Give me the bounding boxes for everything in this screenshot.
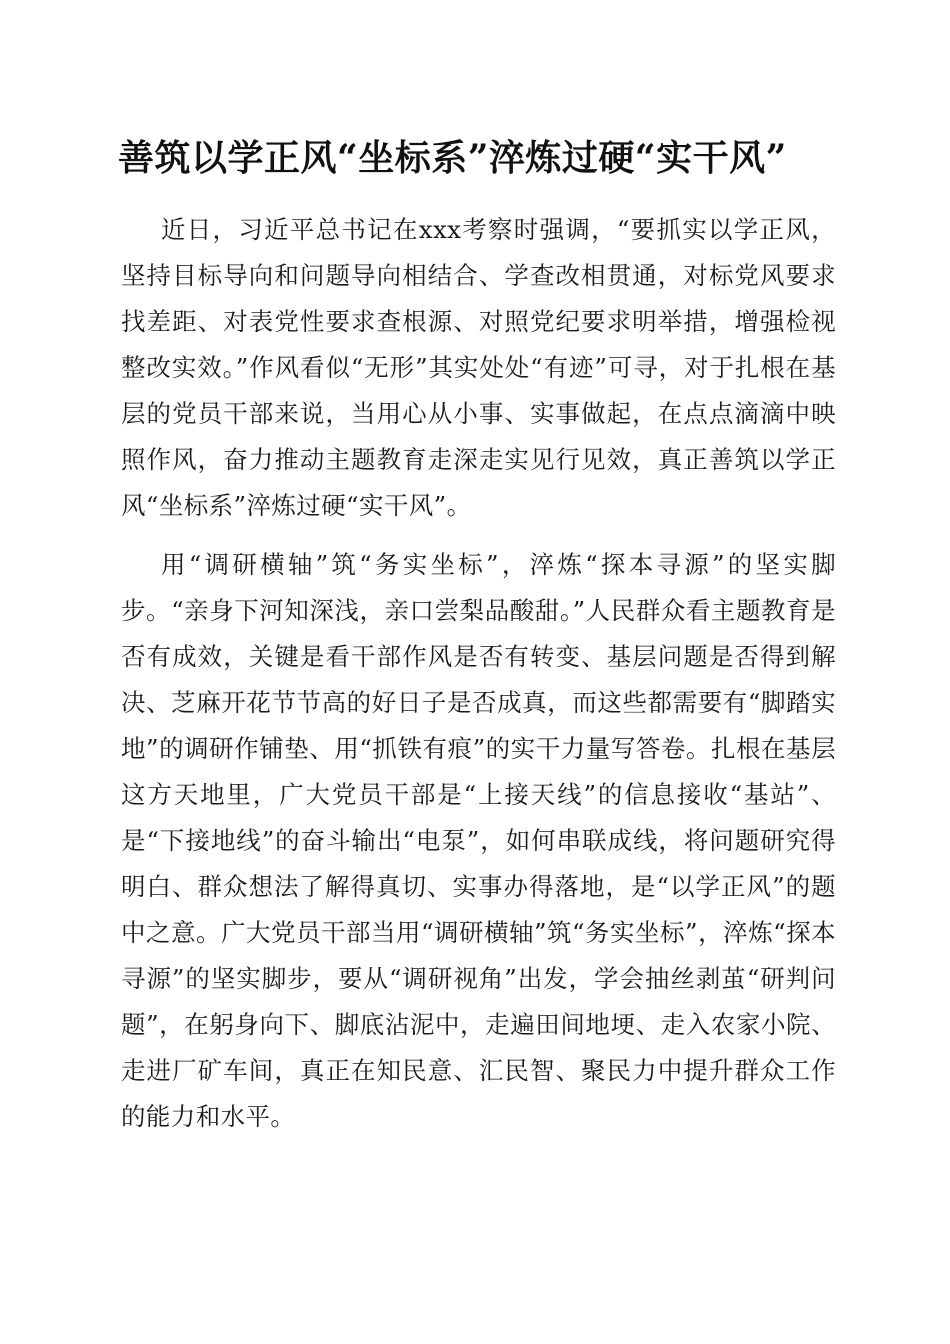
document-title: 善筑以学正风“坐标系”淬炼过硬“实干风” — [118, 137, 787, 179]
paragraph-1: 近日，习近平总书记在xxx考察时强调，“要抓实以学正风，坚持目标导向和问题导向相结合、学查改相贯通，对标党风要求找差距、对表党性要求查根源、对照党纪要求明举措，增强检视整改实效。”作风看似“无形”其实处处“有迹”可寻，对于扎根在基层的党员干部来说，当用心从小事、实事做起，在点点滴滴中映照作风，奋力推动主题教育走深走实见行见效，真正善筑以学正风“坐标系”淬炼过硬“实干风”。 — [121, 215, 836, 520]
paragraph-2: 用“调研横轴”筑“务实坐标”，淬炼“探本寻源”的坚实脚步。“亲身下河知深浅，亲口尝梨品酸甜。”人民群众看主题教育是否有成效，关键是看干部作风是否有转变、基层问题是否得到解决、芝麻开花节节高的好日子是否成真，而这些都需要有“脚踏实地”的调研作铺垫、用“抓铁有痕”的实干力量写答卷。扎根在基层这方天地里，广大党员干部是“上接天线”的信息接收“基站”、是“下接地线”的奋斗输出“电泵”，如何串联成线，将问题研究得明白、群众想法了解得真切、实事办得落地，是“以学正风”的题中之意。广大党员干部当用“调研横轴”筑“务实坐标”，淬炼“探本寻源”的坚实脚步，要从“调研视角”出发，学会抽丝剥茧“研判问题”，在躬身向下、脚底沾泥中，走遍田间地埂、走入农家小院、走进厂矿车间，真正在知民意、汇民智、聚民力中提升群众工作的能力和水平。 — [121, 550, 836, 1131]
